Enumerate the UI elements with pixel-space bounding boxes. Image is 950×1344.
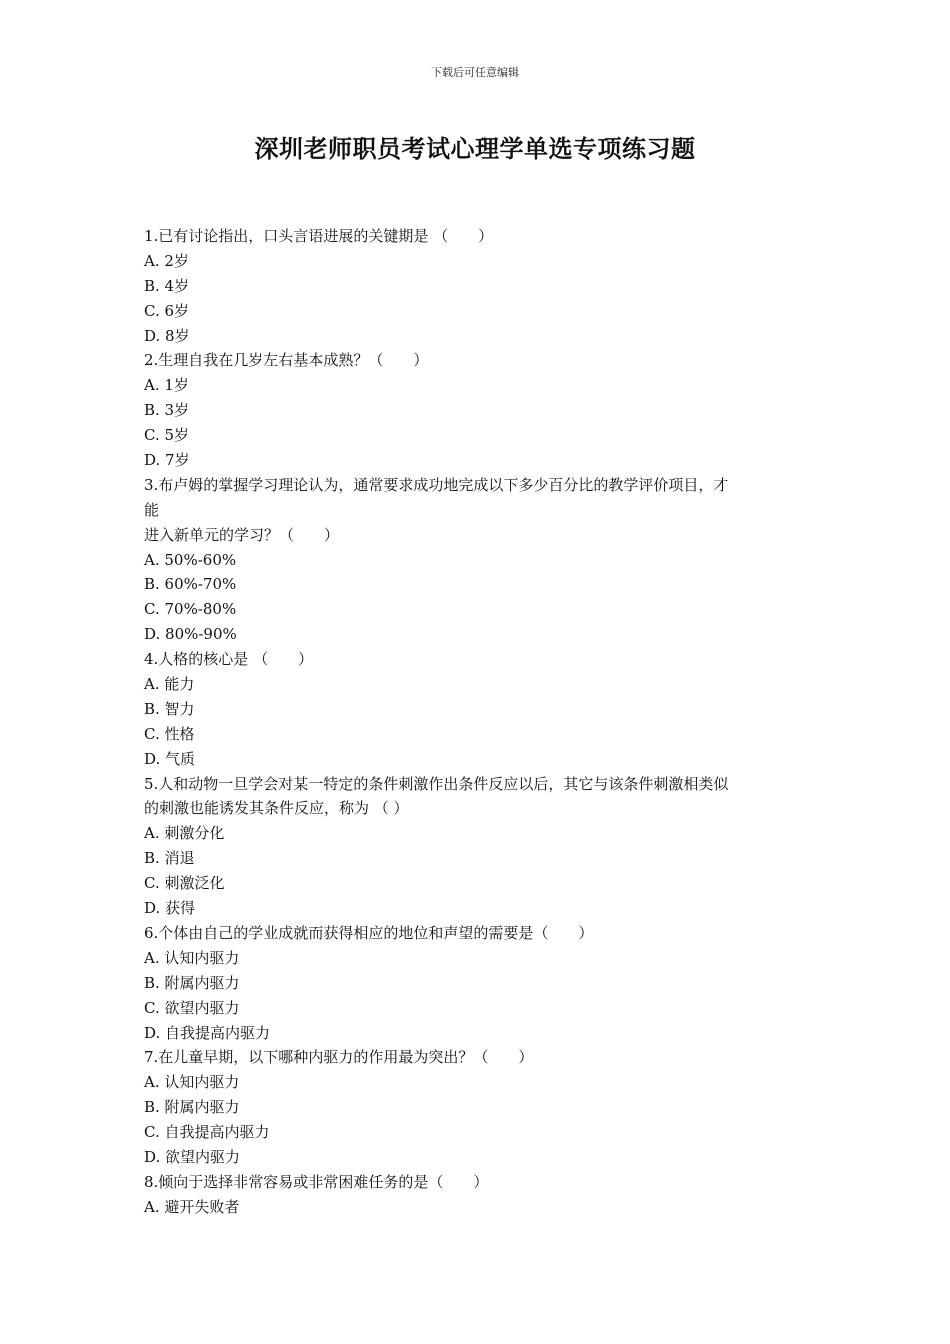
answer-option: C. 自我提高内驱力 — [144, 1123, 270, 1142]
answer-option: B. 附属内驱力 — [144, 973, 240, 992]
answer-option: D. 自我提高内驱力 — [144, 1023, 271, 1042]
answer-option: A. 认知内驱力 — [144, 1073, 240, 1092]
answer-option: C. 70%-80% — [144, 600, 237, 619]
answer-option: D. 80%-90% — [144, 625, 237, 644]
answer-option: B. 消退 — [144, 849, 195, 868]
answer-option: D. 7岁 — [144, 451, 190, 470]
question-stem: 能 — [144, 500, 160, 519]
question-stem: 5.人和动物一旦学会对某一特定的条件刺激作出条件反应以后，其它与该条件刺激相类似 — [144, 774, 729, 793]
answer-option: B. 3岁 — [144, 401, 190, 420]
question-stem: 6.个体由自己的学业成就而获得相应的地位和声望的需要是（ ） — [144, 923, 594, 942]
answer-option: B. 智力 — [144, 699, 195, 718]
answer-option: D. 气质 — [144, 749, 196, 768]
answer-option: D. 8岁 — [144, 326, 190, 345]
question-stem: 7.在儿童早期，以下哪种内驱力的作用最为突出？（ ） — [144, 1048, 534, 1067]
page-title: 深圳老师职员考试心理学单选专项练习题 — [254, 134, 696, 163]
answer-option: A. 能力 — [144, 675, 195, 694]
answer-option: B. 4岁 — [144, 276, 190, 295]
question-stem: 1.已有讨论指出，口头言语进展的关键期是 （ ） — [144, 227, 494, 245]
answer-option: C. 刺激泛化 — [144, 874, 225, 893]
answer-option: D. 欲望内驱力 — [144, 1147, 241, 1166]
question-stem: 3.布卢姆的掌握学习理论认为，通常要求成功地完成以下多少百分比的教学评价项目，才 — [144, 475, 729, 494]
question-stem: 4.人格的核心是 （ ） — [144, 650, 314, 669]
answer-option: A. 避开失败者 — [144, 1197, 240, 1216]
header-note: 下载后可任意编辑 — [431, 66, 519, 79]
answer-option: A. 1岁 — [144, 376, 189, 395]
answer-option: B. 附属内驱力 — [144, 1098, 240, 1117]
question-stem: 的刺激也能诱发其条件反应，称为 （ ） — [144, 799, 409, 818]
answer-option: D. 获得 — [144, 899, 196, 918]
answer-option: A. 刺激分化 — [144, 824, 225, 843]
answer-option: B. 60%-70% — [144, 575, 237, 594]
question-6 — [144, 921, 814, 1045]
answer-option: A. 认知内驱力 — [144, 948, 240, 967]
question-stem: 进入新单元的学习？（ ） — [144, 525, 340, 544]
question-5 — [144, 772, 814, 921]
answer-option: C. 性格 — [144, 724, 195, 743]
question-2 — [144, 348, 814, 472]
question-stem: 2.生理自我在几岁左右基本成熟？（ ） — [144, 351, 429, 370]
question-list — [144, 224, 814, 1220]
question-7 — [144, 1045, 814, 1169]
question-stem: 8.倾向于选择非常容易或非常困难任务的是（ ） — [144, 1172, 489, 1191]
answer-option: C. 6岁 — [144, 301, 190, 320]
answer-option: C. 欲望内驱力 — [144, 998, 240, 1017]
question-3 — [144, 473, 814, 647]
answer-option: C. 5岁 — [144, 426, 190, 445]
question-4 — [144, 647, 814, 771]
question-1 — [144, 224, 814, 348]
question-8 — [144, 1170, 814, 1220]
answer-option: A. 50%-60% — [144, 550, 237, 569]
answer-option: A. 2岁 — [144, 251, 189, 270]
